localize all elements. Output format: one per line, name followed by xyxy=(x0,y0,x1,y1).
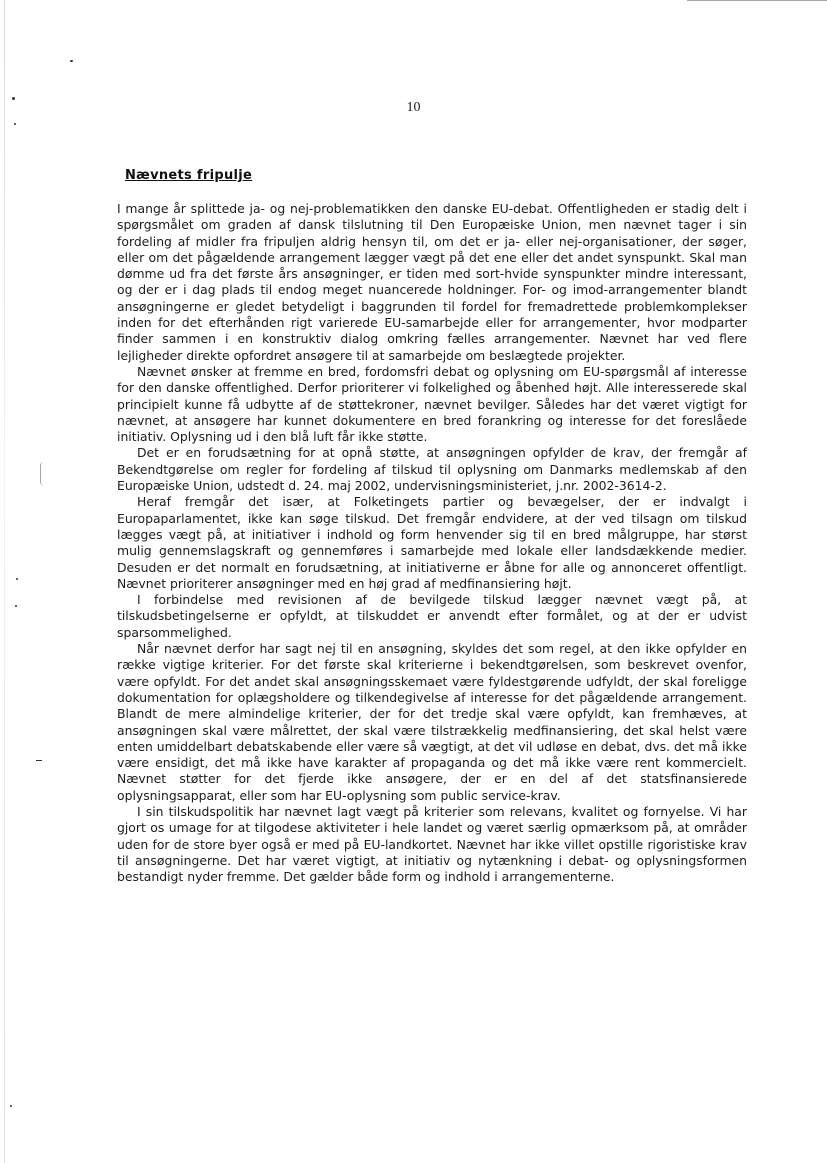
scan-speck xyxy=(10,1105,12,1107)
paragraph: Når nævnet derfor har sagt nej til en ansøgning, skyldes det som regel, at den ikke opfylder en række vigtige kriterier. For det første skal kriterierne i bekendtgørelsen, som beskrevet ovenfor, være opfyldt. For det andet skal ansøgningsskemaet være fyldestgørende udfyldt, der skal foreligge dokumentation for oplægsholdere og tilkendegivelse af interesse for det pågældende arrangement. Blandt de mere almindelige kriterier, der for det tredje skal være opfyldt, kan fremhæves, at ansøgningen skal være målrettet, der skal være tilstrækkelig medfinansiering, det skal helst være enten umiddelbart debatskabende eller være så vægtigt, at det vil udløse en debat, dvs. det må ikke være ensidigt, det må ikke have karakter af propaganda og det må ikke være rent kommercielt. Nævnet støtter for det fjerde ikke ansøgere, der er en del af det statsfinansierede oplysningsapparat, eller som har EU-oplysning som public service-krav. xyxy=(117,641,747,803)
paragraph: I forbindelse med revisionen af de bevilgede tilskud lægger nævnet vægt på, at tilskudsbetingelserne er opfyldt, at tilskuddet er anvendt efter formålet, og at der er udvist sparsommelighed. xyxy=(117,592,747,640)
scan-speck xyxy=(70,60,73,62)
scan-top-line xyxy=(687,0,827,1)
page-number: 10 xyxy=(406,100,421,115)
scan-speck xyxy=(14,123,16,125)
scan-edge-line xyxy=(4,0,5,1163)
margin-mark xyxy=(40,462,49,486)
paragraph: Heraf fremgår det især, at Folketingets partier og bevægelser, der er indvalgt i Europaparlamentet, ikke kan søge tilskud. Det fremgår endvidere, at der ved tilsagn om tilskud lægges vægt på, at initiativer i indhold og form henvender sig til en bred målgruppe, har størst mulig gennemslagskraft og gennemføres i samarbejde med lokale eller landsdækkende medier. Desuden er det normalt en forudsætning, at initiativerne er åbne for alle og annonceret offentligt. Nævnet prioriterer ansøgninger med en høj grad af medfinansiering højt. xyxy=(117,494,747,591)
paragraph: Nævnet ønsker at fremme en bred, fordomsfri debat og oplysning om EU-spørgsmål af interesse for den danske offentlighed. Derfor prioriterer vi folkelighed og åbenhed højt. Alle interesserede skal principielt kunne få udbytte af de støttekroner, nævnet bevilger. Således har det været vigtigt for nævnet, at ansøgere har kunnet dokumentere en bred forankring og interesse for det foreslåede initiativ. Oplysning ud i den blå luft får ikke støtte. xyxy=(117,363,747,445)
paragraph: Det er en forudsætning for at opnå støtte, at ansøgningen opfylder de krav, der fremgår af Bekendtgørelse om regler for fordeling af tilskud til oplysning om Danmarks medlemskab af den Europæiske Union, udstedt d. 24. maj 2002, undervisningsministeriet, j.nr. 2002-3614-2. xyxy=(117,445,747,494)
scan-speck xyxy=(15,605,17,607)
paragraph: I mange år splittede ja- og nej-problematikken den danske EU-debat. Offentligheden er stadig delt i spørgsmålet om graden af dansk tilslutning til Den Europæiske Union, men nævnet tager i sin fordeling af midler fra fripuljen aldrig hensyn til, om det er ja- eller nej-organisationer, der søger, eller om det pågældende arrangement lægger vægt på det ene eller det andet synspunkt. Skal man dømme ud fra det første års ansøgninger, er tiden med sort-hvide synspunkter mindre interessant, og der er i dag plads til endog meget nuancerede holdninger. For- og imod-arrangementer blandt ansøgningerne er gledet betydeligt i baggrunden til fordel for fremadrettede problemkomplekser inden for det efterhånden rigt varierede EU-samarbejde eller for arrangementer, hvor modparter finder sammen i en konstruktiv dialog omkring fælles arrangementer. Nævnet har ved flere lejligheder direkte opfordret ansøgere til at samarbejde om beslægtede projekter. xyxy=(117,201,747,363)
scan-speck xyxy=(36,760,42,761)
scan-speck xyxy=(16,578,18,580)
section-heading: Nævnets fripulje xyxy=(125,168,253,183)
body-text xyxy=(117,201,747,885)
paragraph: I sin tilskudspolitik har nævnet lagt vægt på kriterier som relevans, kvalitet og fornyelse. Vi har gjort os umage for at tilgodese aktiviteter i hele landet og været særlig opmærksom på, at områder uden for de store byer også er med på EU-landkortet. Nævnet har ikke villet opstille rigoristiske krav til ansøgningerne. Det har været vigtigt, at initiativ og nytænkning i debat- og oplysningsformen bestandigt nyder fremme. Det gælder både form og indhold i arrangementerne. xyxy=(117,803,747,885)
